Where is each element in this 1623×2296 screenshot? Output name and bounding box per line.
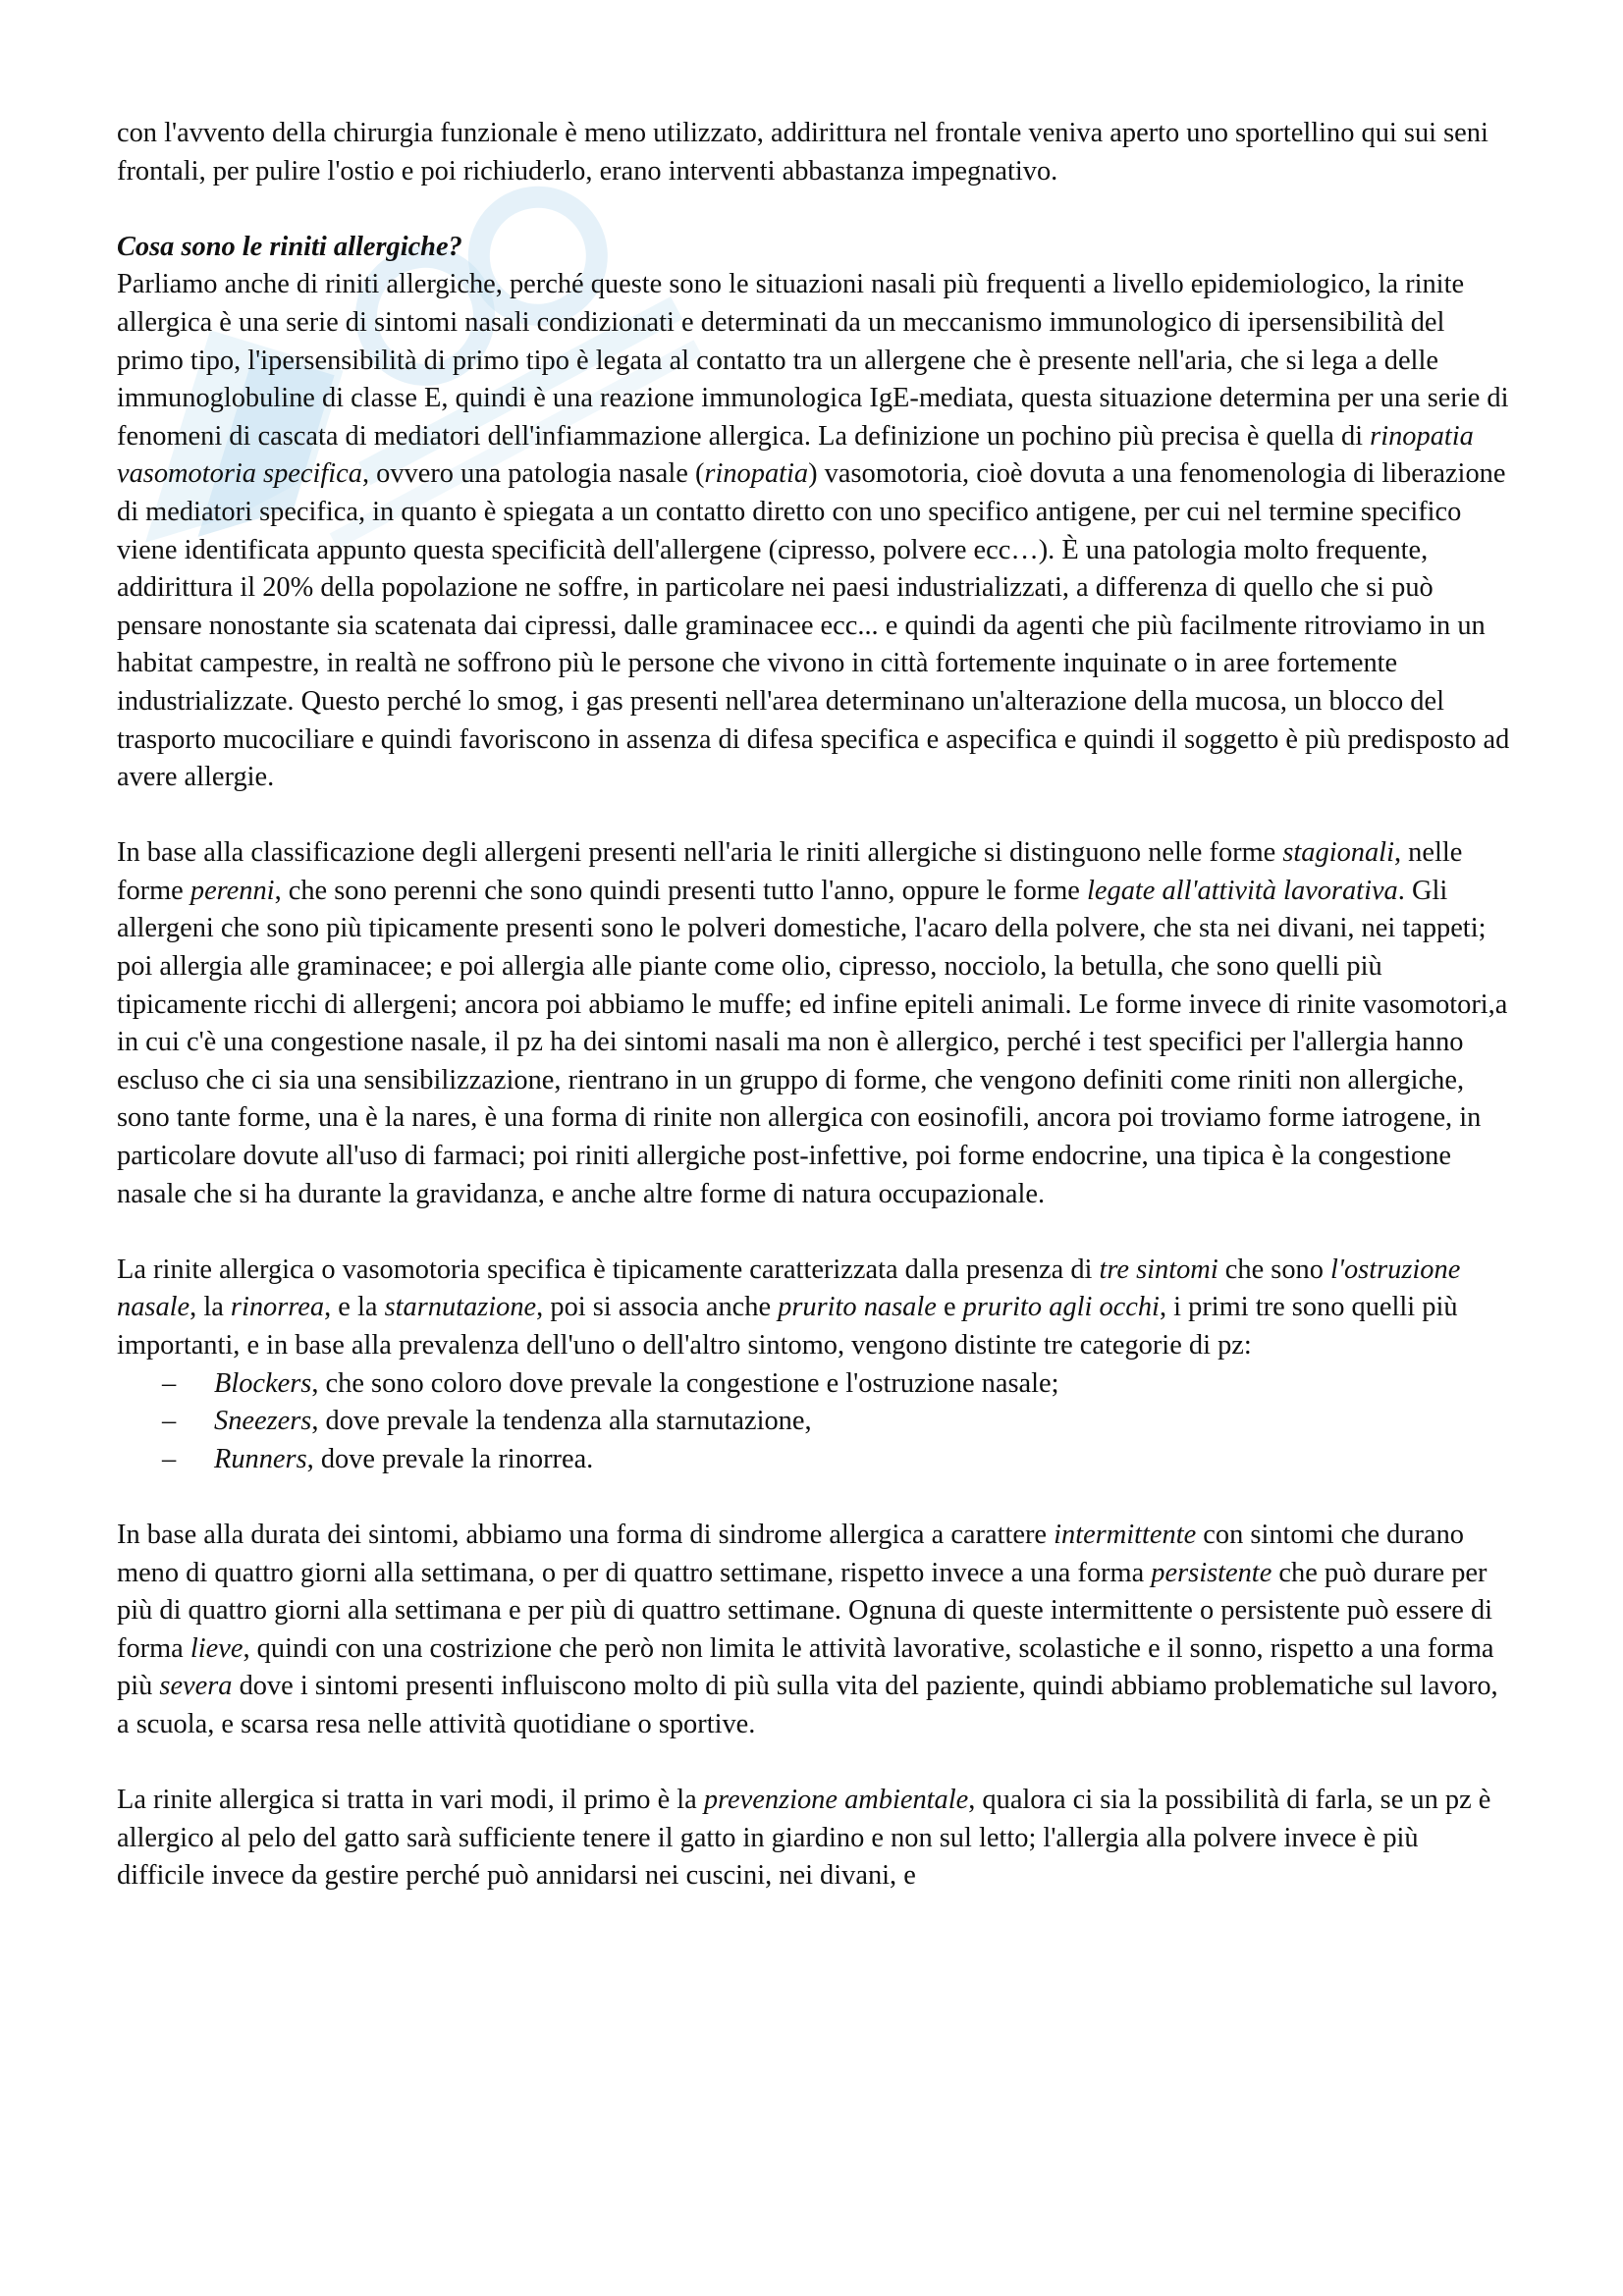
emphasis-term: l'ostruzione nasale bbox=[117, 1254, 1461, 1323]
paragraph-text: e bbox=[936, 1292, 963, 1323]
emphasis-term: prurito nasale bbox=[778, 1292, 937, 1323]
list-item-text: , che sono coloro dove prevale la congestione e l'ostruzione nasale; bbox=[311, 1367, 1059, 1399]
paragraph-text: dove i sintomi presenti influiscono molto di più sulla vita del paziente, quindi abbiamo problematiche sul lavoro, a scuola, e scarsa resa nelle attività quotidiane o sportive. bbox=[117, 1671, 1498, 1739]
emphasis-term: lieve bbox=[189, 1632, 243, 1664]
paragraph-gap bbox=[117, 190, 1511, 229]
paragraph-text: con sintomi che durano meno di quattro giorni alla settimana, o per di quattro settimane, rispetto invece a una forma bbox=[117, 1519, 1465, 1588]
paragraph-text: , i primi tre sono quelli più importanti, e in base alla prevalenza dell'uno o dell'altro sintomo, vengono distinte tre categorie di pz: bbox=[117, 1292, 1458, 1361]
emphasis-term: starnutazione bbox=[384, 1292, 537, 1323]
paragraph-gap bbox=[117, 1213, 1511, 1252]
paragraph-text: In base alla classificazione degli allergeni presenti nell'aria le riniti allergiche si distinguono nelle forme bbox=[117, 837, 1283, 869]
paragraph-text: La rinite allergica o vasomotoria specifica è tipicamente caratterizzata dalla presenza di bbox=[117, 1254, 1100, 1285]
list-item-text: , dove prevale la rinorrea. bbox=[306, 1443, 594, 1474]
list-item-term: Sneezers bbox=[214, 1406, 312, 1437]
paragraph-text: , ovvero una patologia nasale ( bbox=[361, 458, 705, 490]
patient-categories-list bbox=[117, 1365, 1511, 1479]
paragraph-text: , che sono perenni che sono quindi presenti tutto l'anno, oppure le forme bbox=[274, 875, 1088, 906]
paragraph-text: , e la bbox=[324, 1292, 385, 1323]
paragraph-text: , nelle forme bbox=[117, 837, 1463, 906]
paragraph-text: , qualora ci sia la possibilità di farla, se un pz è allergico al pelo del gatto sarà sufficiente tenere il gatto in giardino e non sul letto; l'allergia alla polvere invece è più difficile invece da gestire perché può annidarsi nei cuscini, nei divani, e bbox=[117, 1785, 1491, 1892]
paragraph-text: Parliamo anche di riniti allergiche, perché queste sono le situazioni nasali più frequenti a livello epidemiologico, la rinite allergica è una serie di sintomi nasali condizionati e determinati da un meccanismo immunologico di ipersensibilità del primo tipo, l'ipersensibilità di primo tipo è legata al contatto tra un allergene che è presente nell'aria, che si lega a delle immunoglobuline di classe E, quindi è una reazione immunologica IgE-mediata, questa situazione determina per una serie di fenomeni di cascata di mediatori dell'infiammazione allergica. La definizione un pochino più precisa è quella di bbox=[117, 269, 1509, 452]
document-body bbox=[117, 115, 1511, 1896]
paragraph-treatment bbox=[117, 1782, 1511, 1896]
paragraph-gap bbox=[117, 797, 1511, 835]
dash-bullet-icon: – bbox=[162, 1443, 177, 1474]
paragraph-text: che può durare per più di quattro giorni alla settimana e per più di quattro settimane. Ognuna di queste intermittente o persistente può essere di forma bbox=[117, 1557, 1493, 1664]
emphasis-term: prurito agli occhi bbox=[962, 1292, 1160, 1323]
paragraph-gap bbox=[117, 1744, 1511, 1783]
emphasis-term: tre sintomi bbox=[1099, 1254, 1218, 1285]
paragraph-text: , la bbox=[189, 1292, 231, 1323]
paragraph-symptoms bbox=[117, 1252, 1511, 1365]
emphasis-term: intermittente bbox=[1054, 1519, 1197, 1550]
paragraph-text: . Gli allergeni che sono più tipicamente presenti sono le polveri domestiche, l'acaro della polvere, che sta nei divani, nei tappeti; poi allergia alle graminacee; e poi allergia alle piante come olio, cipresso, nocciolo, la betulla, che sono quelli più tipicamente ricchi di allergeni; ancora poi abbiamo le muffe; ed infine epiteli animali. Le forme invece di rinite vasomotori,a in cui c'è una congestione nasale, il pz ha dei sintomi nasali ma non è allergico, perché i test specifici per l'allergia hanno escluso che ci sia una sensibilizzazione, rientrano in un gruppo di forme, che vengono definiti come riniti non allergiche, sono tante forme, una è la nares, è una forma di rinite non allergica con eosinofili, ancora poi troviamo forme iatrogene, in particolare dovute all'uso di farmaci; poi riniti allergiche post-infettive, poi forme endocrine, una tipica è la congestione nasale che si ha durante la gravidanza, e anche altre forme di natura occupazionale. bbox=[117, 875, 1508, 1209]
paragraph-duration bbox=[117, 1517, 1511, 1744]
section-heading: Cosa sono le riniti allergiche? bbox=[117, 231, 462, 262]
list-item-text: , dove prevale la tendenza alla starnutazione, bbox=[311, 1406, 812, 1437]
list-item bbox=[117, 1403, 1511, 1441]
paragraph-intro bbox=[117, 115, 1511, 190]
list-item bbox=[117, 1441, 1511, 1479]
emphasis-term: prevenzione ambientale bbox=[703, 1785, 969, 1816]
emphasis-term: legate all'attività lavorativa bbox=[1087, 875, 1398, 906]
paragraph-text: con l'avvento della chirurgia funzionale è meno utilizzato, addirittura nel frontale veniva aperto uno sportellino qui sui seni frontali, per pulire l'ostio e poi richiuderlo, erano interventi abbastanza impegnativo. bbox=[117, 118, 1488, 187]
emphasis-term: rinopatia vasomotoria specifica bbox=[117, 420, 1474, 490]
list-item-term: Runners bbox=[214, 1443, 307, 1474]
emphasis-term: rinorrea bbox=[230, 1292, 325, 1323]
paragraph-gap bbox=[117, 1478, 1511, 1517]
paragraph-text: ) vasomotoria, cioè dovuta a una fenomenologia di liberazione di mediatori specifica, in quanto è spiegata a un contatto diretto con uno specifico antigene, per cui nel termine specifico viene identificata appunto questa specificità dell'allergene (cipresso, polvere ecc…). È una patologia molto frequente, addirittura il 20% della popolazione ne soffre, in particolare nei paesi industrializzati, a differenza di quello che si può pensare nonostante sia scatenata dai cipressi, dalle graminacee ecc... e quindi da agenti che più facilmente ritroviamo in un habitat campestre, in realtà ne soffrono più le persone che vivono in città fortemente inquinate o in aree fortemente industrializzate. Questo perché lo smog, i gas presenti nell'area determinano un'alterazione della mucosa, un blocco del trasporto mucociliare e quindi favoriscono in assenza di difesa specifica e aspecifica e quindi il soggetto è più predisposto ad avere allergie. bbox=[117, 458, 1510, 793]
list-item-term: Blockers bbox=[214, 1367, 312, 1399]
paragraph-text: La rinite allergica si tratta in vari modi, il primo è la bbox=[117, 1785, 704, 1816]
paragraph-text: , quindi con una costrizione che però non limita le attività lavorative, scolastiche e il sonno, rispetto a una forma più bbox=[117, 1632, 1494, 1702]
paragraph-text: , poi si associa anche bbox=[536, 1292, 779, 1323]
emphasis-term: severa bbox=[159, 1671, 233, 1702]
emphasis-term: rinopatia bbox=[704, 458, 809, 490]
emphasis-term: stagionali bbox=[1282, 837, 1394, 869]
paragraph-definition bbox=[117, 266, 1511, 796]
list-item bbox=[117, 1365, 1511, 1404]
paragraph-text: che sono bbox=[1217, 1254, 1331, 1285]
dash-bullet-icon: – bbox=[162, 1406, 177, 1437]
dash-bullet-icon: – bbox=[162, 1367, 177, 1399]
paragraph-classification bbox=[117, 834, 1511, 1213]
emphasis-term: persistente bbox=[1151, 1557, 1272, 1588]
paragraph-text: In base alla durata dei sintomi, abbiamo una forma di sindrome allergica a carattere bbox=[117, 1519, 1055, 1550]
emphasis-term: perenni bbox=[189, 875, 275, 906]
